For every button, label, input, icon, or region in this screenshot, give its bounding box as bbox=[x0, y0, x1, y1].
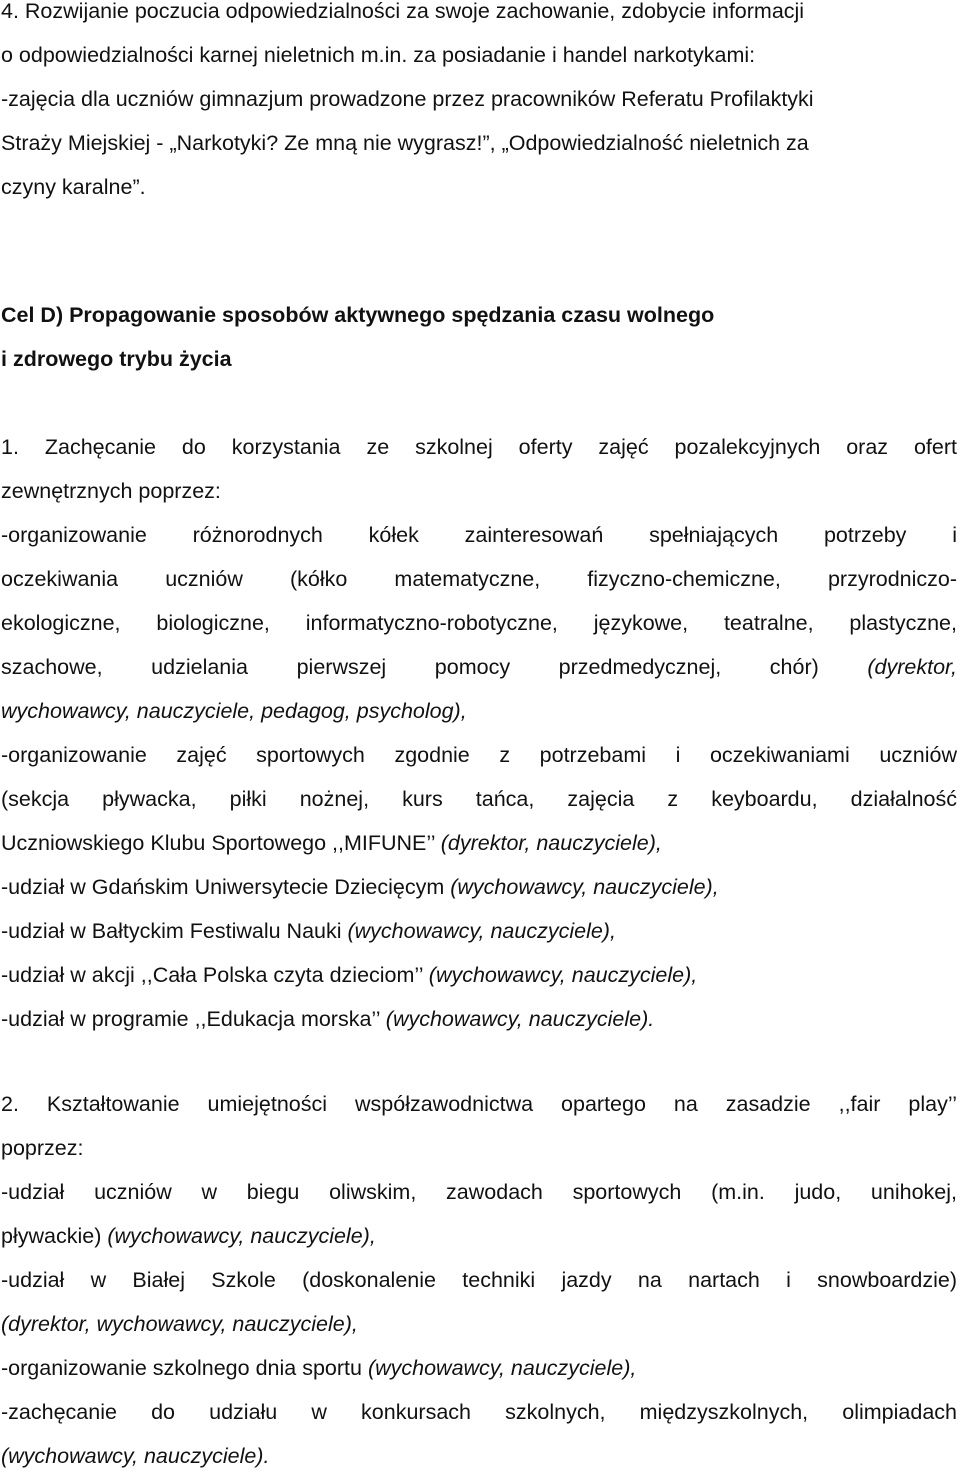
section-1-line-4: oczekiwania uczniów (kółko matematyczne, fizyczno-chemiczne, przyrodniczo- bbox=[1, 567, 957, 591]
section-1-line-11-role: (wychowawcy, nauczyciele), bbox=[450, 875, 719, 899]
section-2-line-7-text: -organizowanie szkolnego dnia sportu bbox=[1, 1356, 362, 1380]
section-2-line-6-role: (dyrektor, wychowawcy, nauczyciele), bbox=[1, 1312, 358, 1336]
section-2-line-4 bbox=[1, 1214, 957, 1258]
section-1-line-9: (sekcja pływacka, piłki nożnej, kurs tańca, zajęcia z keyboardu, działalność bbox=[1, 787, 957, 811]
section-2-line-4-role: (wychowawcy, nauczyciele), bbox=[107, 1224, 376, 1248]
section-1-line-2: zewnętrznych poprzez: bbox=[1, 479, 221, 503]
section-2-line-4-text: pływackie) bbox=[1, 1224, 102, 1248]
intro-line-1: 4. Rozwijanie poczucia odpowiedzialności za swoje zachowanie, zdobycie informacji bbox=[1, 0, 805, 23]
section-1-line-14-text: -udział w programie ,,Edukacja morska’’ bbox=[1, 1007, 380, 1031]
section-2-line-2: poprzez: bbox=[1, 1136, 84, 1160]
section-1-line-11 bbox=[1, 865, 957, 909]
intro-line-3: -zajęcia dla uczniów gimnazjum prowadzone przez pracowników Referatu Profilaktyki bbox=[1, 87, 814, 111]
intro-line-4: Straży Miejskiej - „Narkotyki? Ze mną nie wygrasz!”, „Odpowiedzialność nieletnich za bbox=[1, 131, 809, 155]
section-1-line-5: ekologiczne, biologiczne, informatyczno-robotyczne, językowe, teatralne, plastyczne, bbox=[1, 611, 957, 635]
section-1-line-14-role: (wychowawcy, nauczyciele). bbox=[385, 1007, 655, 1031]
section-1-line-11-text: -udział w Gdańskim Uniwersytecie Dziecięcym bbox=[1, 875, 445, 899]
section-1-line-12-role: (wychowawcy, nauczyciele), bbox=[347, 919, 616, 943]
goal-heading bbox=[1, 293, 957, 381]
section-1-line-7-role: wychowawcy, nauczyciele, pedagog, psycholog), bbox=[1, 699, 467, 723]
section-1-line-12-text: -udział w Bałtyckim Festiwalu Nauki bbox=[1, 919, 342, 943]
section-2 bbox=[1, 1082, 957, 1478]
section-1-line-10-text: Uczniowskiego Klubu Sportowego ,,MIFUNE’’ bbox=[1, 831, 435, 855]
section-1-line-8: -organizowanie zajęć sportowych zgodnie z potrzebami i oczekiwaniami uczniów bbox=[1, 743, 957, 767]
section-1-line-6-text: szachowe, udzielania pierwszej pomocy przedmedycznej, chór) bbox=[1, 655, 819, 679]
section-2-line-7 bbox=[1, 1346, 957, 1390]
section-1-line-6 bbox=[1, 645, 957, 689]
section-1-line-3: -organizowanie różnorodnych kółek zainteresowań spełniających potrzeby i bbox=[1, 523, 957, 547]
section-2-line-3: -udział uczniów w biegu oliwskim, zawodach sportowych (m.in. judo, unihokej, bbox=[1, 1180, 957, 1204]
goal-heading-line-2: i zdrowego trybu życia bbox=[1, 347, 232, 371]
section-2-line-5: -udział w Białej Szkole (doskonalenie techniki jazdy na nartach i snowboardzie) bbox=[1, 1268, 957, 1292]
section-1 bbox=[1, 425, 957, 1041]
section-1-line-10-role: (dyrektor, nauczyciele), bbox=[440, 831, 662, 855]
intro-line-5: czyny karalne”. bbox=[1, 175, 146, 199]
intro-paragraph bbox=[1, 0, 957, 209]
section-1-line-13-text: -udział w akcji ,,Cała Polska czyta dzieciom’’ bbox=[1, 963, 423, 987]
section-2-line-7-role: (wychowawcy, nauczyciele), bbox=[367, 1356, 637, 1380]
section-2-line-1: 2. Kształtowanie umiejętności współzawodnictwa opartego na zasadzie ,,fair play’’ bbox=[1, 1092, 957, 1116]
section-1-line-14 bbox=[1, 997, 957, 1041]
goal-heading-line-1: Cel D) Propagowanie sposobów aktywnego spędzania czasu wolnego bbox=[1, 303, 715, 327]
intro-line-2: o odpowiedzialności karnej nieletnich m.in. za posiadanie i handel narkotykami: bbox=[1, 43, 756, 67]
section-2-line-8: -zachęcanie do udziału w konkursach szkolnych, międzyszkolnych, olimpiadach bbox=[1, 1400, 957, 1424]
section-1-line-6-role: (dyrektor, bbox=[867, 655, 957, 679]
section-1-line-13-role: (wychowawcy, nauczyciele), bbox=[428, 963, 698, 987]
section-1-line-10 bbox=[1, 821, 957, 865]
section-1-line-13 bbox=[1, 953, 957, 997]
section-2-line-9-role: (wychowawcy, nauczyciele). bbox=[1, 1444, 270, 1468]
section-1-line-1: 1. Zachęcanie do korzystania ze szkolnej oferty zajęć pozalekcyjnych oraz ofert bbox=[1, 435, 957, 459]
section-1-line-12 bbox=[1, 909, 957, 953]
